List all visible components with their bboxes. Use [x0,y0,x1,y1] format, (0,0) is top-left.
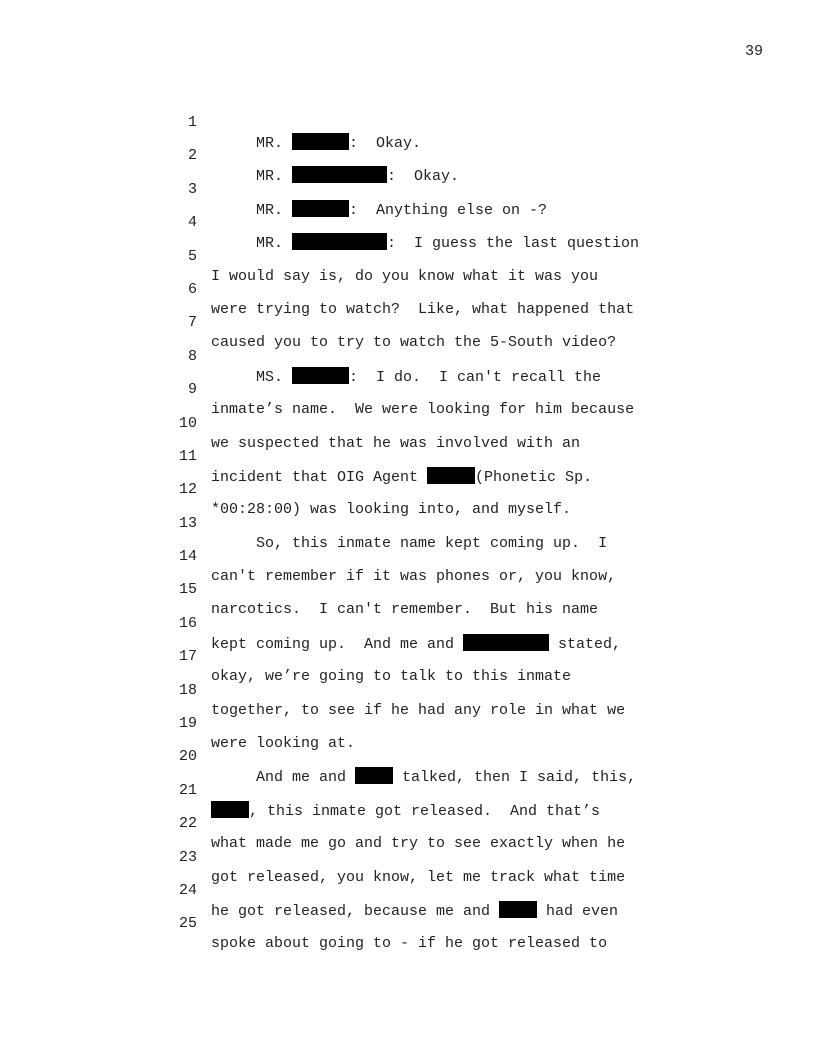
line-text-segment: he got released, because me and [211,902,500,920]
line-number: 13 [178,514,197,532]
line-text: what made me go and try to see exactly when he [211,835,626,853]
transcript-line [170,293,690,352]
transcript-line [170,861,690,920]
line-text-segment: stated, [549,635,622,653]
transcript-line [170,394,690,452]
transcript-line [170,460,690,519]
transcript-line [170,727,690,787]
line-number: 22 [178,815,197,833]
line-text-segment: MR. [211,235,293,253]
line-number: 15 [178,581,197,599]
line-text: inmate’s name. We were looking for him because [211,401,635,419]
transcript-line [170,761,690,820]
line-text-segment: : Anything else on -? [349,201,548,219]
transcript-line [170,694,690,753]
transcript-line [170,427,690,486]
transcript-line [170,661,690,719]
line-text: caused you to try to watch the 5-South video? [211,334,617,352]
line-number: 12 [178,481,197,499]
line-text-segment: MR. [211,135,293,152]
line-text: okay, we’re going to talk to this inmate [211,668,572,686]
line-text-segment: , this inmate got released. And that’s [249,802,601,820]
transcript-line [170,627,690,686]
transcript-line [170,494,690,552]
line-text-segment: MR. [211,168,293,186]
line-number: 7 [187,314,197,332]
transcript-line [170,327,690,386]
transcript-body [170,93,690,953]
transcript-line [170,93,690,152]
transcript-line [170,894,690,953]
line-number: 11 [178,447,197,465]
line-text: So, this inmate name kept coming up. I [211,534,608,552]
line-text-segment: And me and [211,769,356,787]
transcript-line [170,126,690,186]
line-number: 6 [187,280,197,298]
transcript-line [170,260,690,318]
line-number: 9 [187,381,197,399]
transcript-line [170,193,690,253]
line-text: narcotics. I can't remember. But his name [211,601,599,619]
line-number: 1 [187,114,197,131]
line-number: 16 [178,614,197,632]
line-text-segment: : Okay. [349,135,422,152]
line-text-segment: MR. [211,201,293,219]
line-number: 10 [178,414,197,432]
line-text-segment: : Okay. [387,168,460,186]
line-text: I would say is, do you know what it was you [211,267,599,285]
line-number: 24 [178,881,197,899]
line-text-segment: kept coming up. And me and [211,635,464,653]
transcript-line [170,794,690,853]
line-text: were trying to watch? Like, what happened that [211,300,635,318]
line-number: 3 [187,180,197,198]
line-text-segment: talked, then I said, this, [393,769,637,787]
line-number: 18 [178,681,197,699]
line-text: we suspected that he was involved with an [211,434,581,452]
transcript-line [170,160,690,219]
line-text: got released, you know, let me track what time [211,868,626,886]
line-number: 8 [187,347,197,365]
line-text-segment: MS. [211,368,293,386]
line-number: 19 [178,715,197,733]
transcript-line [170,828,690,886]
line-number: 5 [187,247,197,265]
line-text: *00:28:00) was looking into, and myself. [211,501,572,519]
transcript-line [170,527,690,586]
transcript-line [170,360,690,419]
line-text-segment: : I guess the last question [387,235,640,253]
page-number: 39 [744,43,763,60]
line-text-segment: : I do. I can't recall the [349,368,602,386]
line-text-segment: incident that OIG Agent [211,468,428,486]
line-number: 4 [187,214,197,232]
line-number: 23 [178,848,197,866]
line-text-segment: had even [537,902,619,920]
line-text: were looking at. [211,735,356,753]
line-text: can't remember if it was phones or, you know, [211,568,617,586]
line-text-segment: (Phonetic Sp. [475,468,593,486]
line-number: 14 [178,548,197,566]
transcript-line [170,594,690,653]
line-number: 21 [178,781,197,799]
line-number: 17 [178,648,197,666]
transcript-line [170,560,690,619]
line-number: 20 [178,748,197,766]
line-number: 25 [178,915,197,933]
line-text: together, to see if he had any role in what we [211,701,626,719]
line-number: 2 [187,147,197,165]
line-text: spoke about going to - if he got released to [211,935,608,953]
transcript-line [170,227,690,285]
